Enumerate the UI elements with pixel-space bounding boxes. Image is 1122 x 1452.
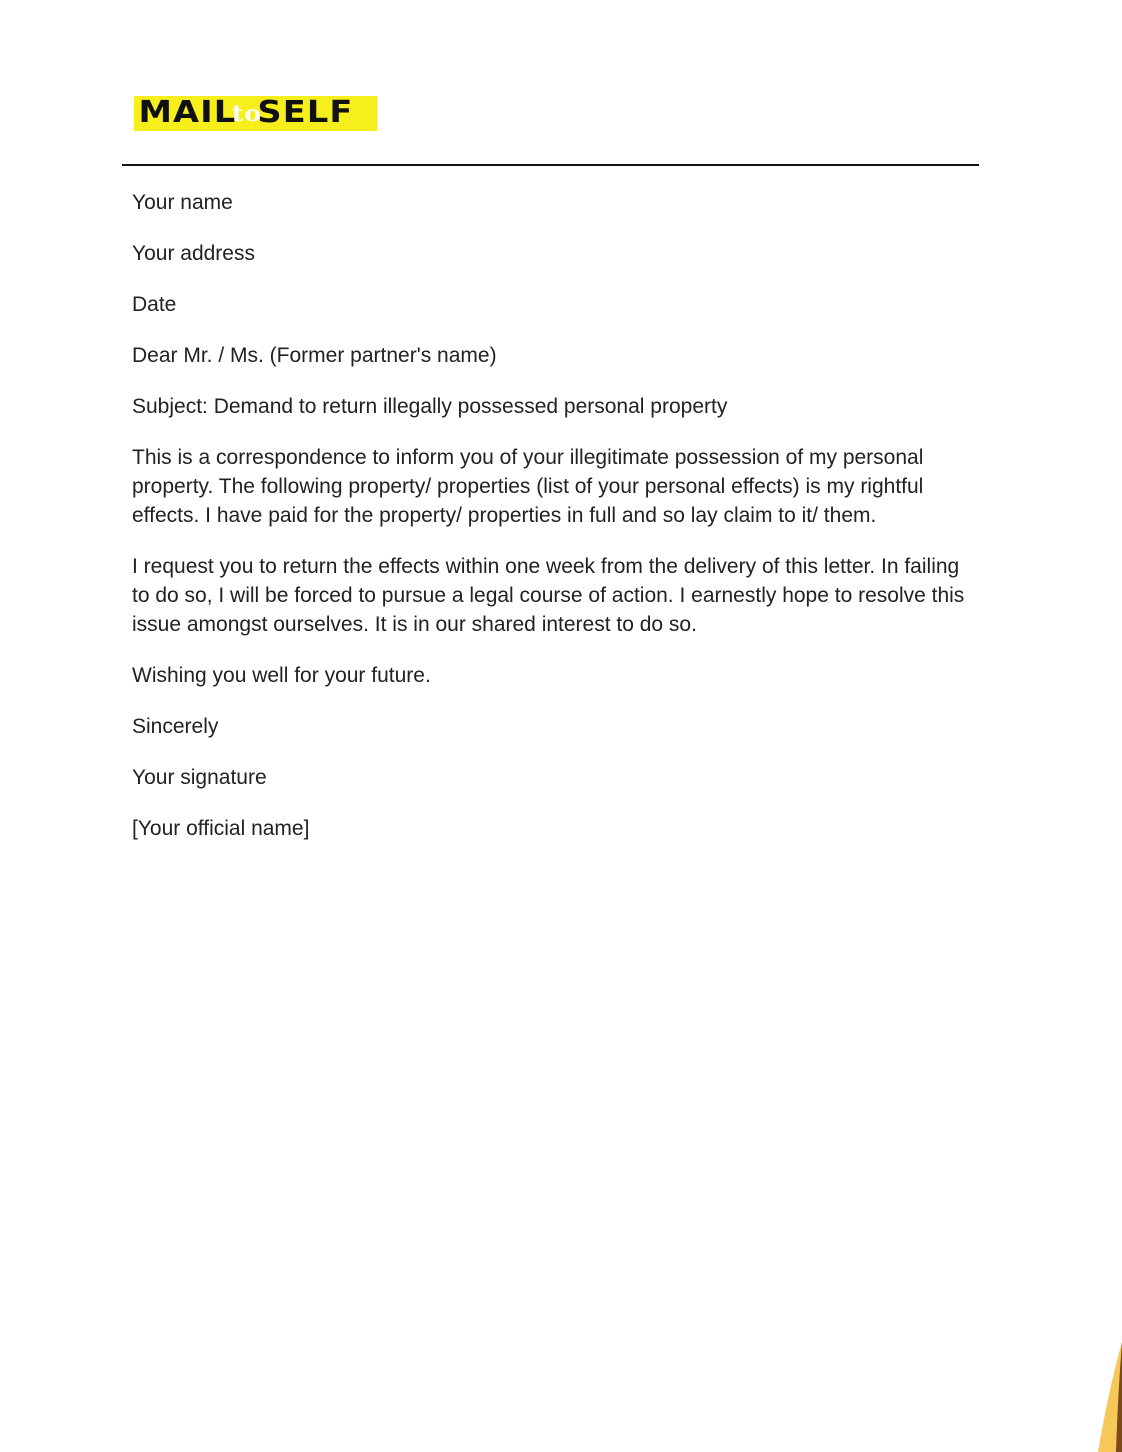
- closing-wish: Wishing you well for your future.: [132, 664, 431, 687]
- subject-line: Subject: Demand to return illegally possessed personal property: [132, 395, 728, 418]
- letter-date: Date: [132, 293, 177, 316]
- decorative-corner-shape: [1092, 1342, 1122, 1452]
- paragraph-2: I request you to return the effects within one week from the delivery of this letter. In failing to do so, I will be forced to pursue a legal course of action. I earnestly hope to resolve this issue amongst ourselves. It is in our shared interest to do so.: [132, 555, 965, 636]
- sign-off: Sincerely: [132, 715, 219, 738]
- header-divider: [122, 164, 979, 166]
- official-name: [Your official name]: [132, 817, 310, 840]
- sender-address: Your address: [132, 242, 255, 265]
- mail-to-self-logo: [134, 96, 377, 131]
- paragraph-1: This is a correspondence to inform you of your illegitimate possession of my personal property. The following property/ properties (list of your personal effects) is my rightful effects. I have paid for the property/ properties in full and so lay claim to it/ them.: [132, 446, 924, 527]
- letter-body: [132, 188, 972, 865]
- logo-text: MAILtoSELF: [138, 94, 354, 130]
- signature: Your signature: [132, 766, 267, 789]
- sender-name: Your name: [132, 191, 233, 214]
- salutation: Dear Mr. / Ms. (Former partner's name): [132, 344, 497, 367]
